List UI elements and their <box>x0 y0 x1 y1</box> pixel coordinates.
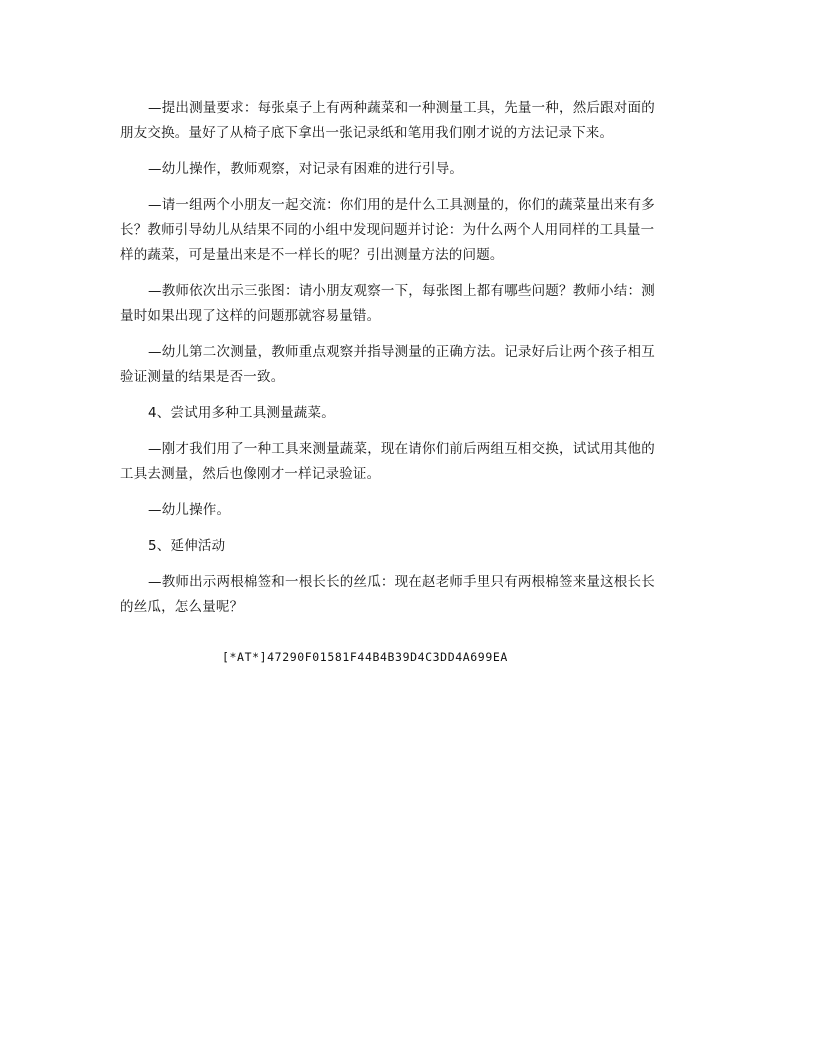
document-code-line: [*AT*]47290F01581F44B4B39D4C3DD4A699EA <box>222 650 508 664</box>
paragraph-three-pictures: —教师依次出示三张图：请小朋友观察一下，每张图上都有哪些问题？教师小结：测量时如果出现了这样的问题那就容易量错。 <box>120 283 655 324</box>
paragraph-section-5-heading: 5、延伸活动 <box>148 538 226 554</box>
paragraph-children-operate: —幼儿操作，教师观察，对记录有困难的进行引导。 <box>148 161 464 177</box>
paragraph-second-measurement: —幼儿第二次测量，教师重点观察并指导测量的正确方法。记录好后让两个孩子相互验证测量的结果是否一致。 <box>120 344 655 385</box>
paragraph-section-4-heading: 4、尝试用多种工具测量蔬菜。 <box>148 405 335 421</box>
paragraph-measure-requirements: —提出测量要求：每张桌子上有两种蔬菜和一种测量工具，先量一种，然后跟对面的朋友交换。量好了从椅子底下拿出一张记录纸和笔用我们刚才说的方法记录下来。 <box>120 100 655 141</box>
paragraph-extension-activity: —教师出示两根棉签和一根长长的丝瓜：现在赵老师手里只有两根棉签来量这根长长的丝瓜，怎么量呢？ <box>120 574 655 615</box>
paragraph-group-discussion: —请一组两个小朋友一起交流：你们用的是什么工具测量的，你们的蔬菜量出来有多长？教师引导幼儿从结果不同的小组中发现问题并讨论：为什么两个人用同样的工具量一样的蔬菜，可是量出来是不一样长的呢？引出测量方法的问题。 <box>120 197 655 263</box>
document-body <box>120 96 665 620</box>
paragraph-exchange-tools: —刚才我们用了一种工具来测量蔬菜，现在请你们前后两组互相交换，试试用其他的工具去测量，然后也像刚才一样记录验证。 <box>120 441 655 482</box>
paragraph-children-operate-2: —幼儿操作。 <box>148 502 231 518</box>
